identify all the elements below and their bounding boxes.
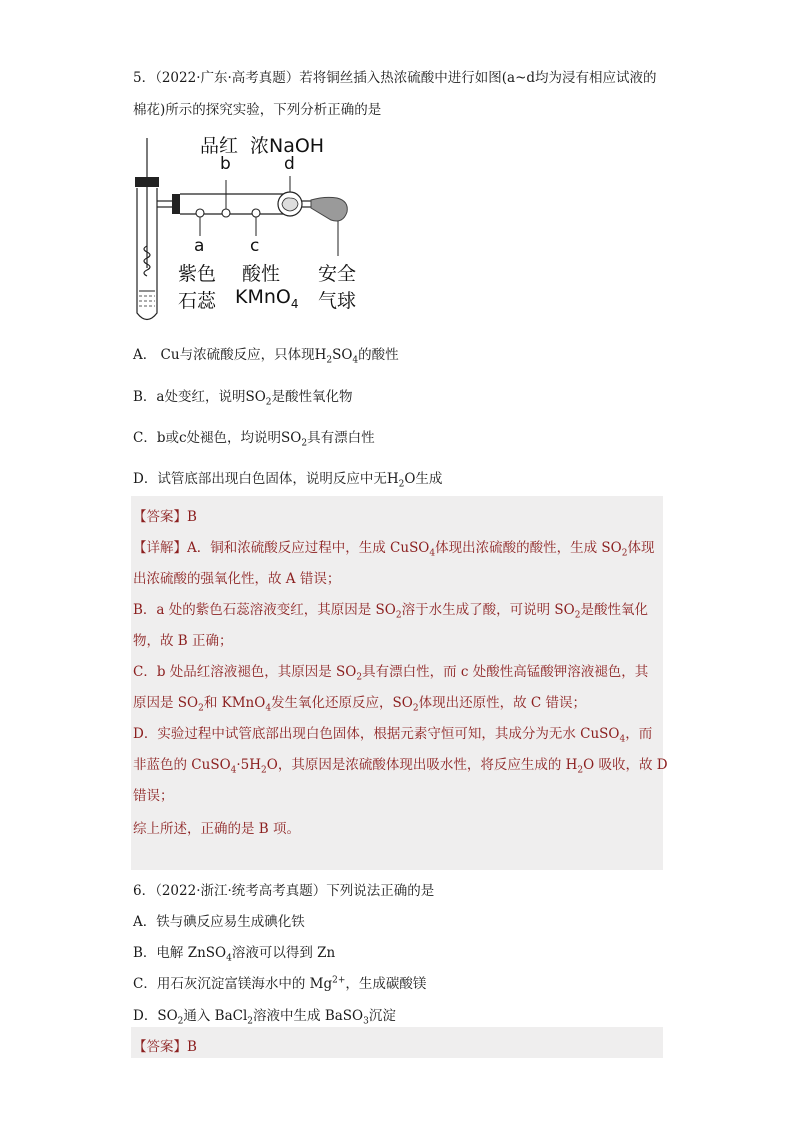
label-balloon-line1: 安全 bbox=[318, 263, 357, 285]
q5-stem-line1: 5．（2022·广东·高考真题）若将铜丝插入热浓硫酸中进行如图(a~d均为浸有相应试液的 bbox=[133, 70, 657, 86]
q6-option-b: B．电解 ZnSO$_4$溶液可以得到 Zn bbox=[133, 945, 336, 964]
q5-detail-line5: C．b 处品红溶液褪色，其原因是 $SO_2$具有漂白性，而 c 处酸性高锰酸钾溶液褪色，其 bbox=[133, 664, 649, 683]
q5-detail-line3: B．a 处的紫色石蕊溶液变红，其原因是 $SO_2$溶于水生成了酸，可说明 $SO_2$是酸性氧化 bbox=[133, 602, 648, 621]
q5-option-c: C．b或c处褪色，均说明$SO_2$具有漂白性 bbox=[133, 430, 375, 449]
q5-detail-line8: 非蓝色的 $CuSO_4\cdot 5H_2O$，其原因是浓硫酸体现出吸水性，将反应生成的 $H_2O$ 吸收，故 D bbox=[133, 757, 668, 776]
q6-option-c: C．用石灰沉淀富镁海水中的 $Mg^{2+}$，生成碳酸镁 bbox=[133, 975, 427, 992]
q5-stem-line2: 棉花)所示的探究实验，下列分析正确的是 bbox=[133, 102, 382, 118]
q5-option-a: A． Cu与浓硫酸反应，只体现$H_2SO_4$的酸性 bbox=[133, 347, 399, 366]
apparatus-figure bbox=[125, 128, 375, 323]
q6-option-a: A．铁与碘反应易生成碘化铁 bbox=[133, 914, 305, 930]
q6-option-d: D．$SO_2$通入 BaCl$_2$溶液中生成 BaSO$_3$沉淀 bbox=[133, 1008, 396, 1027]
q5-answer: 【答案】B bbox=[133, 509, 197, 525]
q6-answer: 【答案】B bbox=[133, 1039, 197, 1055]
q5-detail-line2: 出浓硫酸的强氧化性，故 A 错误； bbox=[133, 571, 341, 587]
label-balloon-line2: 气球 bbox=[318, 290, 357, 312]
letter-d: d bbox=[284, 154, 295, 174]
q5-option-d: D．试管底部出现白色固体，说明反应中无$H_2O$生成 bbox=[133, 471, 443, 490]
label-a-line2: 石蕊 bbox=[178, 290, 217, 312]
q5-detail-line9: 错误； bbox=[133, 788, 174, 804]
label-naoh: 浓NaOH bbox=[250, 135, 325, 157]
label-pinhong: 品红 bbox=[200, 135, 239, 157]
letter-c: c bbox=[250, 236, 260, 256]
q5-detail-line1: 【详解】A．铜和浓硫酸反应过程中，生成 CuSO$_4$体现出浓硫酸的酸性，生成 $SO_2$体现 bbox=[133, 540, 655, 559]
label-c-line2: KMnO$_4$ bbox=[235, 286, 299, 311]
q6-answer-box bbox=[131, 1027, 663, 1058]
label-c-line1: 酸性 bbox=[242, 263, 281, 285]
letter-b: b bbox=[220, 154, 231, 174]
q5-detail-line6: 原因是 $SO_2$和 KMnO$_4$发生氧化还原反应，$SO_2$体现出还原性，故 C 错误； bbox=[133, 695, 587, 714]
q5-detail-line7: D．实验过程中试管底部出现白色固体，根据元素守恒可知，其成分为无水 CuSO$_4$，而 bbox=[133, 726, 653, 745]
label-a-line1: 紫色 bbox=[178, 263, 217, 285]
q5-option-b: B．a处变红，说明$SO_2$是酸性氧化物 bbox=[133, 389, 353, 408]
q5-detail-line4: 物，故 B 正确； bbox=[133, 633, 233, 649]
q6-stem: 6．（2022·浙江·统考高考真题）下列说法正确的是 bbox=[133, 883, 435, 899]
q5-detail-line10: 综上所述，正确的是 B 项。 bbox=[133, 821, 301, 837]
letter-a: a bbox=[194, 236, 205, 256]
